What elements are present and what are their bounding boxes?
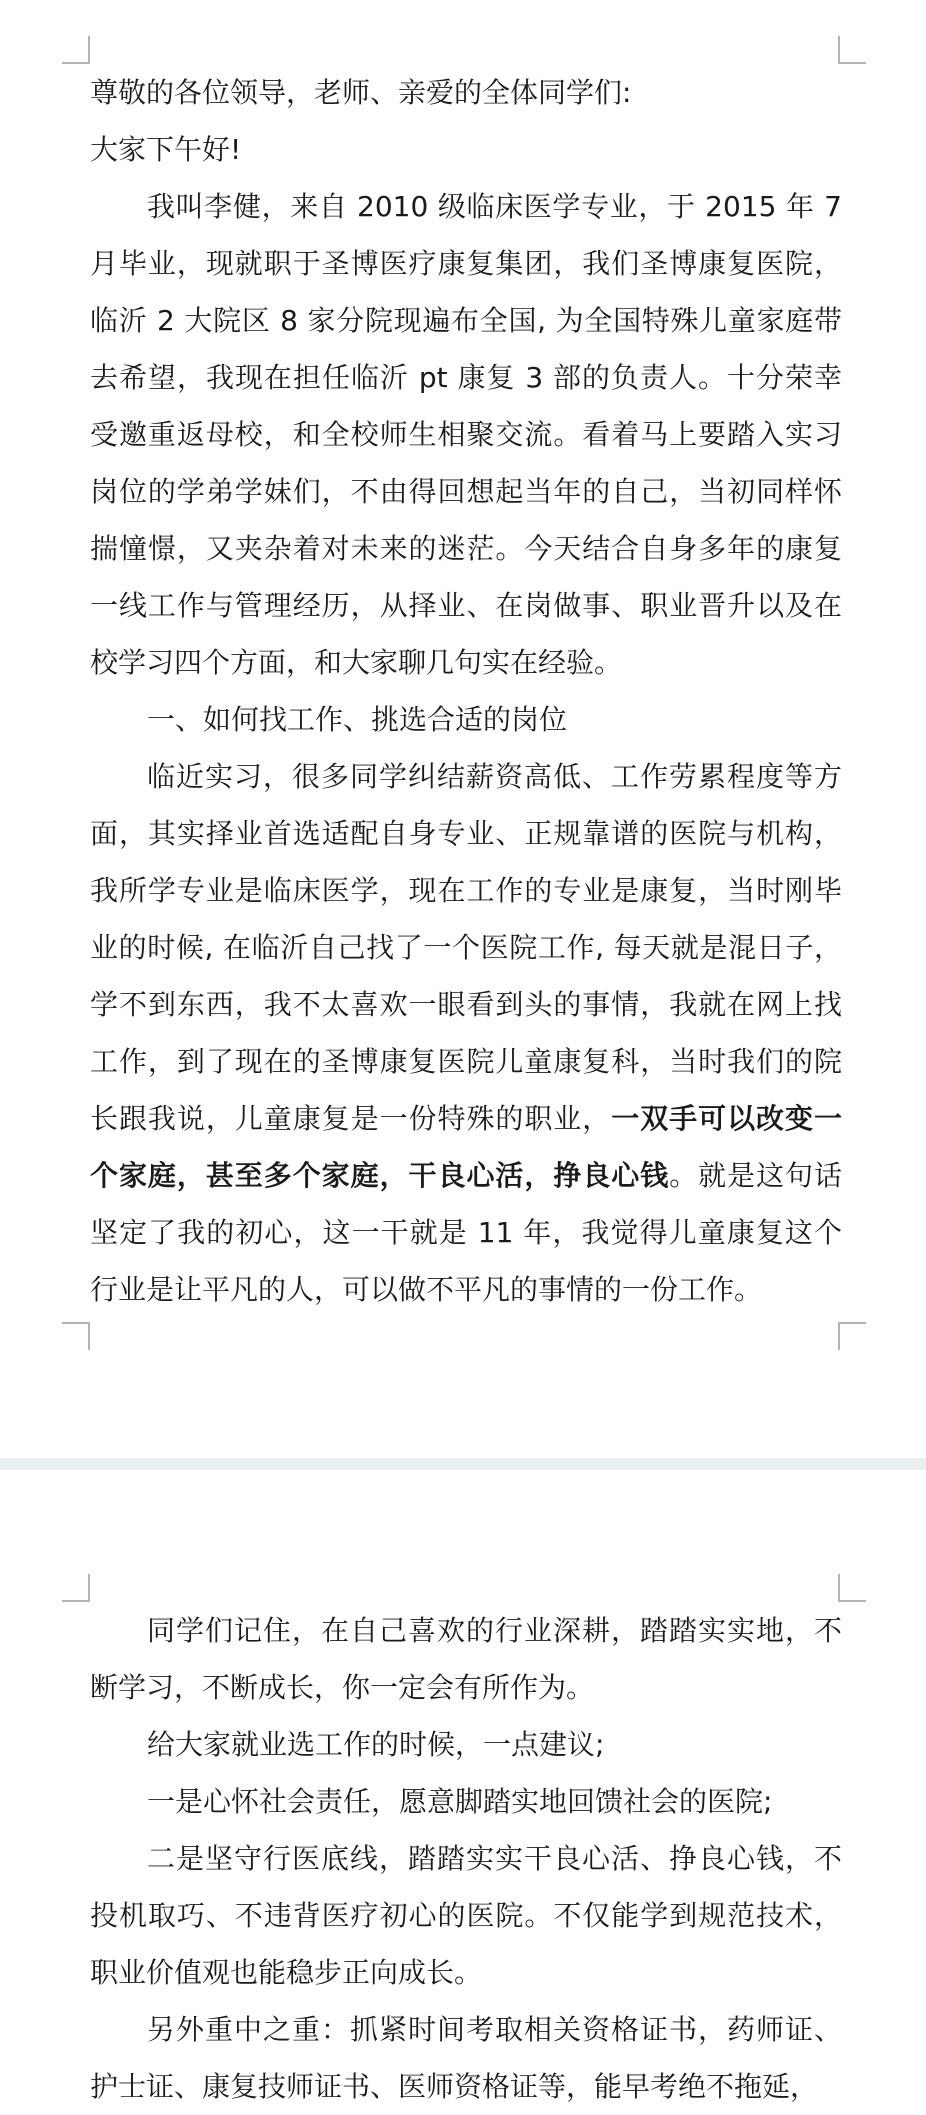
- paragraph-advice-intro: 给大家就业选工作的时候，一点建议;: [147, 1728, 605, 1761]
- page-corner-mark-bottom-right: [838, 1322, 866, 1350]
- section-heading-job-hunting: 一、如何找工作、挑选合适的岗位: [147, 703, 568, 736]
- paragraph-advice-one: 一是心怀社会责任，愿意脚踏实地回馈社会的医院;: [147, 1785, 773, 1818]
- paragraph-job-hunting-bold-quote: 一双手可以改变一个家庭，甚至多个家庭，干良心活，挣良心钱: [90, 1102, 842, 1192]
- page-corner-mark-top-left: [62, 1574, 90, 1602]
- paragraph-job-hunting-text-end: 。就是这句话坚定了我的初心，这一干就是 11 年，我觉得儿童康复这个行业是让平凡的人，可以做不平凡的事情的一份工作。: [90, 1159, 842, 1306]
- paragraph-certificates: 另外重中之重：抓紧时间考取相关资格证书，药师证、护士证、康复技师证书、医师资格证等，能早考绝不拖延，: [90, 2013, 842, 2103]
- paragraph-introduction: 我叫李健，来自 2010 级临床医学专业，于 2015 年 7 月毕业，现就职于圣博医疗康复集团，我们圣博康复医院，临沂 2 大院区 8 家分院现遍布全国, 为全国特殊儿童家庭带去希望，我现在担任临沂 pt 康复 3 部的负责人。十分荣幸受邀重返母校，和全校师生相聚交流。看着马上要踏入实习岗位的学弟学妹们，不由得回想起当年的自己，当初同样怀揣憧憬，又夹杂着对未来的迷茫。今天结合自身多年的康复一线工作与管理经历，从择业、在岗做事、职业晋升以及在校学习四个方面，和大家聊几句实在经验。: [90, 190, 842, 679]
- page-2-body: [90, 1602, 842, 2115]
- paragraph-job-hunting: [90, 748, 842, 1318]
- paragraph-advice-two: 二是坚守行医底线，踏踏实实干良心活、挣良心钱，不投机取巧、不违背医疗初心的医院。不仅能学到规范技术，职业价值观也能稳步正向成长。: [90, 1842, 842, 1989]
- document-page-2: [0, 1470, 926, 2106]
- paragraph-salutation: 尊敬的各位领导，老师、亲爱的全体同学们:: [90, 76, 632, 109]
- paragraph-job-hunting-text-start: 临近实习，很多同学纠结薪资高低、工作劳累程度等方面，其实择业首选适配自身专业、正规靠谱的医院与机构，我所学专业是临床医学，现在工作的专业是康复，当时刚毕业的时候, 在临沂自己找了一个医院工作, 每天就是混日子，学不到东西，我不太喜欢一眼看到头的事情，我就在网上找工作，到了现在的圣博康复医院儿童康复科，当时我们的院长跟我说，儿童康复是一份特殊的职业，: [90, 760, 842, 1135]
- page-1-body: [90, 64, 842, 1318]
- page-separator: [0, 1458, 926, 1470]
- paragraph-greeting: 大家下午好!: [90, 133, 242, 166]
- page-corner-mark-top-right: [838, 1574, 866, 1602]
- page-corner-mark-bottom-left: [62, 1322, 90, 1350]
- page-corner-mark-top-right: [838, 36, 866, 64]
- paragraph-keep-learning: 同学们记住，在自己喜欢的行业深耕，踏踏实实地，不断学习，不断成长，你一定会有所作为。: [90, 1614, 842, 1704]
- page-corner-mark-top-left: [62, 36, 90, 64]
